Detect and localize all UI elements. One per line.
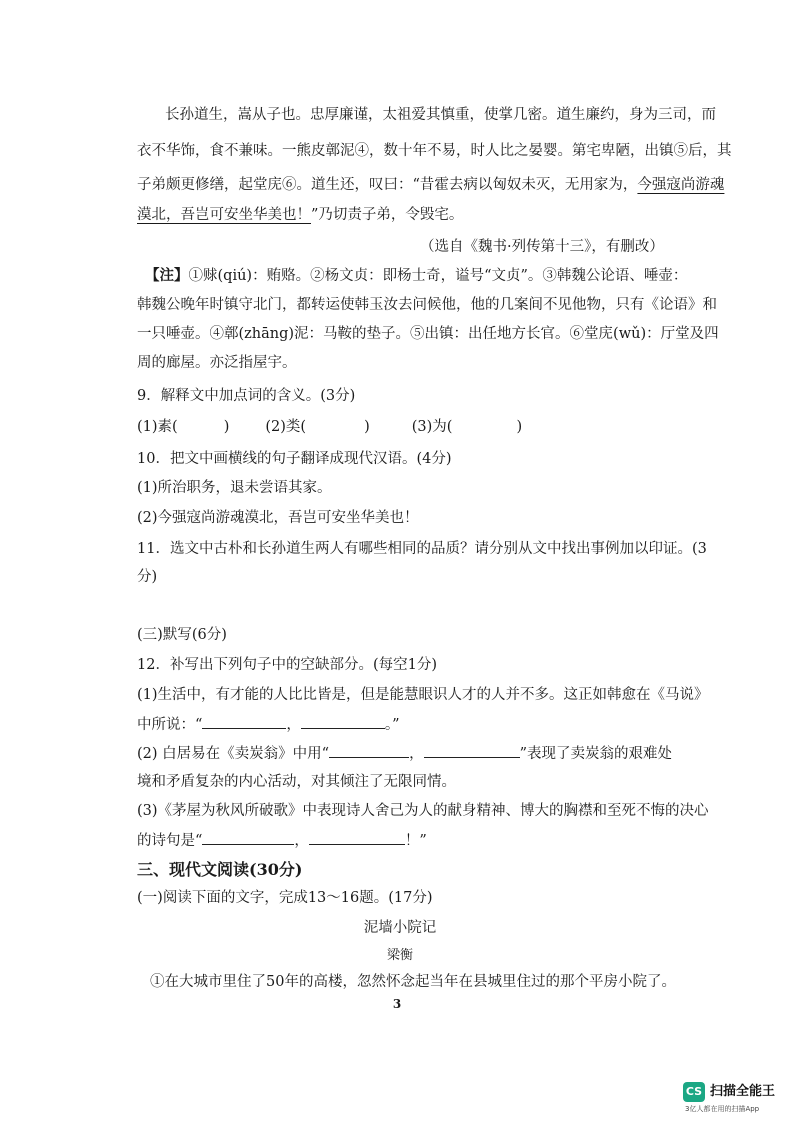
item-text: ，: [409, 746, 424, 762]
notes-line-1: [145, 266, 687, 286]
notes-label: 【注】: [145, 267, 189, 284]
question-12-item-3-line-2: [137, 830, 427, 851]
item-text: 。”: [384, 717, 400, 733]
question-10-sentence-1: (1)所治职务，退未尝语其家。: [137, 480, 332, 496]
item-text: (2) 白居易在《卖炭翁》中用“: [137, 746, 330, 762]
question-9-parts: [137, 417, 522, 437]
item-text: ，: [294, 833, 309, 849]
question-12-item-3-line-1: (3)《茅屋为秋风所破歌》中表现诗人舍己为人的献身精神、博大的胸襟和至死不悔的决心: [137, 803, 709, 819]
q9-part-2-close: ): [364, 419, 370, 435]
question-12-stem: 12．补写出下列句子中的空缺部分。(每空1分): [137, 657, 437, 673]
scanner-watermark: [683, 1082, 794, 1118]
question-12-item-2-line-2: 境和矛盾复杂的内心活动，对其倾注了无限同情。: [137, 774, 456, 790]
fill-blank[interactable]: [202, 714, 286, 729]
item-text: 的诗句是“: [137, 833, 203, 849]
fill-blank[interactable]: [309, 830, 405, 845]
question-11-line-1: 11．选文中古朴和长孙道生两人有哪些相同的品质？请分别从文中找出事例加以印证。(3: [137, 541, 707, 557]
question-11-line-2: 分): [137, 569, 158, 585]
item-text: 中所说：“: [137, 717, 203, 733]
watermark-subtitle: 3亿人都在用的扫描App: [685, 1105, 760, 1113]
passage-source: （选自《魏书·列传第十三》，有删改）: [420, 239, 664, 255]
q9-part-1: (1)素(: [137, 419, 178, 435]
passage-text: ”乃切责子弟，令毁宅。: [311, 207, 464, 223]
fill-blank[interactable]: [301, 714, 385, 729]
question-12-item-2-line-1: [137, 743, 672, 764]
passage-text: 子弟颇更修缮，起堂庑⑥。道生还，叹曰：“昔霍去病以匈奴未灭，无用家为，: [137, 177, 638, 193]
part-3-title: 三、现代文阅读(30分): [137, 860, 303, 879]
fill-blank[interactable]: [424, 743, 520, 758]
passage-line-1: 长孙道生，嵩从子也。忠厚廉谨，太祖爱其慎重，使掌几密。道生廉约，身为三司，而: [165, 107, 716, 123]
fill-blank[interactable]: [329, 743, 409, 758]
underlined-sentence: 漠北，吾岂可安坐华美也！: [137, 207, 311, 223]
q9-part-1-close: ): [223, 419, 230, 435]
q9-part-3-close: ): [516, 419, 523, 435]
item-text: ！”: [404, 833, 427, 849]
question-10-stem: 10．把文中画横线的句子翻译成现代汉语。(4分): [137, 451, 452, 467]
q9-part-3: (3)为(: [411, 419, 453, 435]
fill-blank[interactable]: [202, 830, 294, 845]
passage-line-4: [137, 205, 463, 225]
item-text: ”表现了卖炭翁的艰难处: [519, 746, 672, 762]
article-author: 梁衡: [386, 948, 413, 963]
notes-line-3: 一只唾壶。④鄣(zhāng)泥：马鞍的垫子。⑤出镇：出任地方长官。⑥堂庑(wǔ)：厅堂及四: [137, 326, 719, 342]
q9-part-2: (2)类(: [265, 419, 307, 435]
passage-line-2: 衣不华饰，食不兼味。一熊皮鄣泥④，数十年不易，时人比之晏婴。第宅卑陋，出镇⑤后，其: [137, 143, 732, 159]
underlined-sentence: 今强寇尚游魂: [637, 177, 725, 193]
notes-line-2: 韩魏公晚年时镇守北门，都转运使韩玉汝去问候他，他的几案间不见他物，只有《论语》和: [137, 297, 717, 313]
article-title: 泥墙小院记: [363, 920, 437, 936]
part-3-subtitle: (一)阅读下面的文字，完成13～16题。(17分): [137, 890, 433, 906]
passage-line-3: [137, 175, 724, 195]
question-12-item-1-line-2: [137, 714, 400, 735]
notes-text: ①赇(qiú)：贿赂。②杨文贞：即杨士奇，谥号“文贞”。③韩魏公论语、唾壶：: [188, 268, 688, 284]
article-paragraph-1: ①在大城市里住了50年的高楼，忽然怀念起当年在县城里住过的那个平房小院了。: [150, 974, 676, 990]
question-12-item-1-line-1: (1)生活中，有才能的人比比皆是，但是能慧眼识人才的人并不多。这正如韩愈在《马说》: [137, 687, 709, 703]
notes-line-4: 周的廊屋。亦泛指屋宇。: [137, 355, 297, 371]
section-dictation-title: (三)默写(6分): [137, 627, 227, 643]
question-10-sentence-2: (2)今强寇尚游魂漠北，吾岂可安坐华美也！: [137, 510, 419, 526]
page-number: 3: [392, 997, 402, 1011]
camscanner-logo-icon: CS: [683, 1082, 705, 1102]
item-text: ，: [286, 717, 301, 733]
watermark-name: 扫描全能王: [710, 1084, 776, 1099]
question-9-stem: 9．解释文中加点词的含义。(3分): [137, 388, 356, 404]
